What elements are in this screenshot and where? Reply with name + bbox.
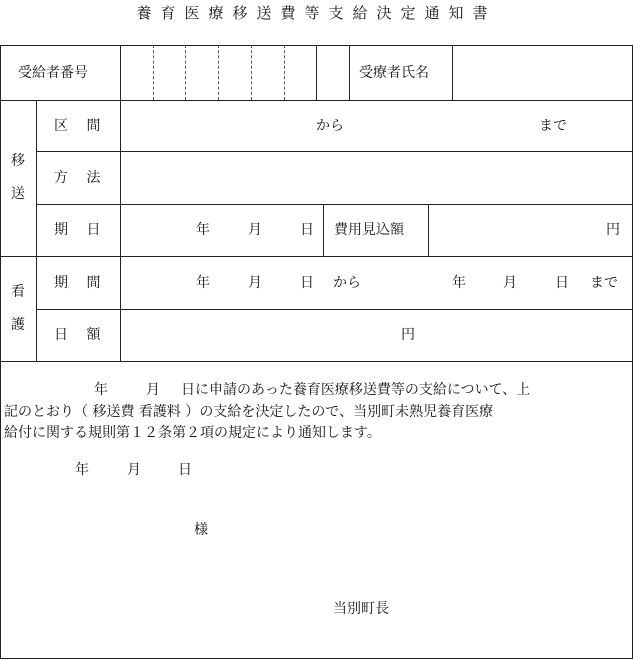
issue-year: 年: [75, 462, 89, 478]
recipient-number-field[interactable]: [121, 46, 348, 99]
issue-day: 日: [178, 462, 192, 478]
recipient-number-label: 受給者番号: [18, 65, 88, 81]
transport-label-top: 移: [11, 153, 25, 169]
notice-line-1: 日に申請のあった養育医療移送費等の支給について、上: [181, 382, 531, 398]
nursing-label-bottom: 護: [11, 317, 25, 333]
notice-line-3: 給付に関する規則第１２条第２項の規定により通知します。: [4, 425, 381, 441]
period-from-label: から: [333, 275, 361, 291]
issuer-name: 当別町長: [333, 601, 389, 617]
daily-amount-label: 日 額: [54, 327, 101, 343]
nursing-label-top: 看: [11, 284, 25, 300]
transport-label-bottom: 送: [11, 186, 25, 202]
issue-month: 月: [127, 462, 141, 478]
period-end-month: 月: [503, 275, 517, 291]
estimated-cost-yen: 円: [606, 222, 620, 238]
period-start-day: 日: [300, 275, 314, 291]
period-end-day: 日: [555, 275, 569, 291]
period-to-label: まで: [590, 275, 618, 291]
period-label: 期 間: [54, 275, 101, 291]
date-label: 期 日: [54, 222, 101, 238]
method-field[interactable]: [121, 152, 631, 203]
patient-name-label: 受療者氏名: [359, 65, 429, 81]
notice-line-2: 記のとおり（ 移送費 看護料 ）の支給を決定したので、当別町未熟児養育医療: [4, 404, 494, 420]
period-start-month: 月: [248, 275, 262, 291]
method-label: 方 法: [54, 170, 101, 186]
period-start-year: 年: [196, 275, 210, 291]
notice-month: 月: [146, 382, 160, 398]
honorific-sama: 様: [194, 522, 208, 538]
date-year: 年: [196, 222, 210, 238]
period-end-year: 年: [452, 275, 466, 291]
notice-year: 年: [94, 382, 108, 398]
document-title: 養育医療移送費等支給決定通知書: [136, 4, 497, 22]
patient-name-field[interactable]: [453, 46, 631, 99]
daily-amount-yen: 円: [401, 327, 415, 343]
date-day: 日: [300, 222, 314, 238]
to-label: まで: [539, 118, 567, 134]
section-label: 区 間: [54, 118, 101, 134]
estimated-cost-label: 費用見込額: [334, 222, 404, 238]
date-month: 月: [248, 222, 262, 238]
from-label: から: [316, 118, 344, 134]
